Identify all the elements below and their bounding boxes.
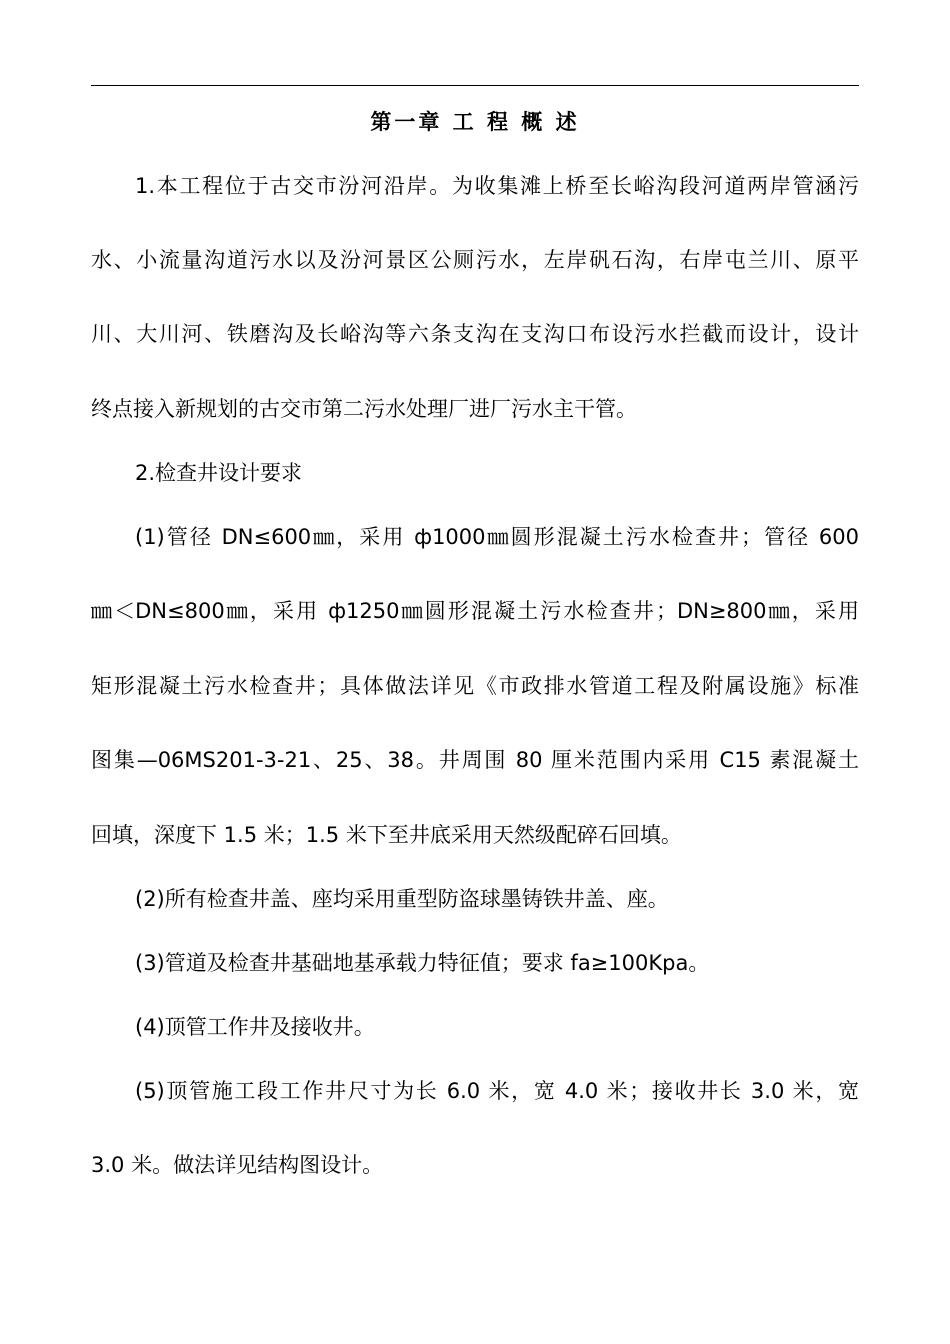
para1-line1: 1.本工程位于古交市汾河沿岸。为收集滩上桥至长峪沟段河道两岸管涵污: [135, 174, 859, 198]
para1-line4: 终点接入新规划的古交市第二污水处理厂进厂污水主干管。: [91, 397, 637, 421]
para1-line2: 水、小流量沟道污水以及汾河景区公厕污水，左岸矾石沟，右岸屯兰川、原平: [91, 248, 859, 272]
item1-line1: (1)管径 DN≤600㎜，采用 ф1000㎜圆形混凝土污水检查井；管径 600: [135, 525, 859, 549]
chapter-title: 第一章 工 程 概 述: [370, 110, 580, 134]
item1-line5: 回填，深度下 1.5 米；1.5 米下至井底采用天然级配碎石回填。: [91, 823, 682, 847]
para1-line3: 川、大川河、铁磨沟及长峪沟等六条支沟在支沟口布设污水拦截而设计，设计: [91, 322, 859, 346]
item2-line: (2)所有检查井盖、座均采用重型防盗球墨铸铁井盖、座。: [135, 887, 669, 911]
item5-line1: (5)顶管施工段工作井尺寸为长 6.0 米，宽 4.0 米；接收井长 3.0 米，宽: [135, 1079, 859, 1103]
item3-line: (3)管道及检查井基础地基承载力特征值；要求 fa≥100Kpa。: [135, 951, 710, 975]
item1-line2: ㎜＜DN≤800㎜，采用 ф1250㎜圆形混凝土污水检查井；DN≥800㎜，采用: [91, 599, 859, 623]
header-rule: [91, 85, 859, 86]
item4-line: (4)顶管工作井及接收井。: [135, 1015, 375, 1039]
section-heading-manholes: 2.检查井设计要求: [135, 461, 303, 485]
item1-line3: 矩形混凝土污水检查井；具体做法详见《市政排水管道工程及附属设施》标准: [91, 674, 859, 698]
item1-line4: 图集—06MS201-3-21、25、38。井周围 80 厘米范围内采用 C15 素混凝土: [91, 748, 859, 772]
item5-line2: 3.0 米。做法详见结构图设计。: [91, 1153, 384, 1177]
